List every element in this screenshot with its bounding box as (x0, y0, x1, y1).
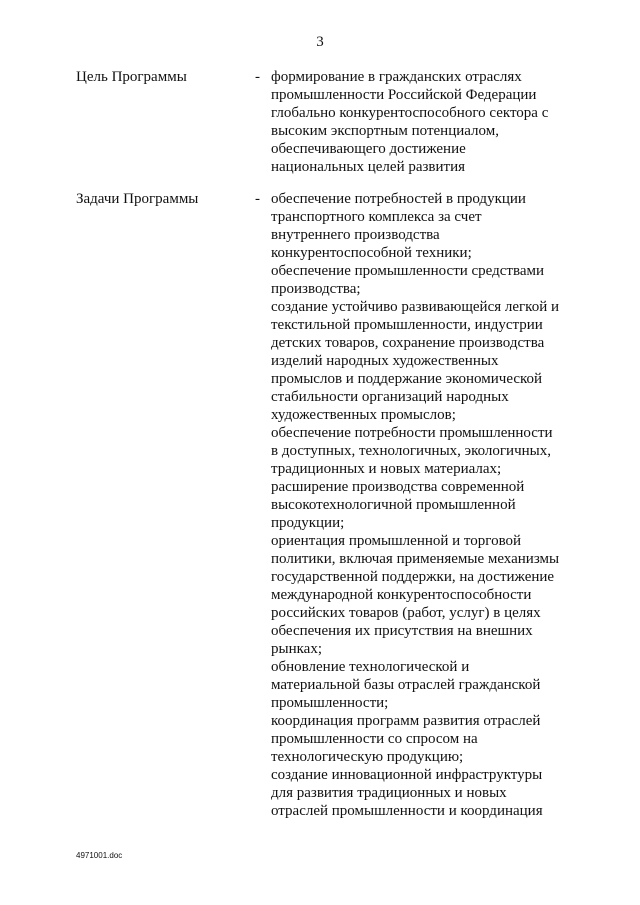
tasks-text (271, 190, 571, 820)
tasks-line: рынках; (271, 641, 322, 657)
tasks-line: отраслей промышленности и координация (271, 803, 543, 819)
tasks-line: расширение производства современной (271, 479, 525, 495)
tasks-line: транспортного комплекса за счет (271, 209, 482, 225)
tasks-line: российских товаров (работ, услуг) в целях (271, 605, 541, 621)
tasks-line: в доступных, технологичных, экологичных, (271, 443, 551, 459)
tasks-line: создание устойчиво развивающейся легкой и (271, 299, 560, 315)
tasks-line: художественных промыслов; (271, 407, 456, 423)
tasks-line: изделий народных художественных (271, 353, 499, 369)
tasks-line: обеспечение потребности промышленности (271, 425, 553, 441)
goal-line: высоким экспортным потенциалом, (271, 123, 499, 139)
tasks-dash: - (255, 191, 260, 207)
tasks-line: обеспечение потребностей в продукции (271, 191, 526, 207)
tasks-line: международной конкурентоспособности (271, 587, 532, 603)
tasks-line: обеспечения их присутствия на внешних (271, 623, 533, 639)
tasks-line: государственной поддержки, на достижение (271, 569, 555, 585)
tasks-line: для развития традиционных и новых (271, 785, 507, 801)
goal-line: промышленности Российской Федерации (271, 87, 537, 103)
tasks-line: обеспечение промышленности средствами (271, 263, 545, 279)
tasks-line: производства; (271, 281, 361, 297)
tasks-line: детских товаров, сохранение производства (271, 335, 545, 351)
tasks-line: политики, включая применяемые механизмы (271, 551, 560, 567)
tasks-line: внутреннего производства (271, 227, 440, 243)
tasks-line: обновление технологической и (271, 659, 470, 675)
goal-line: национальных целей развития (271, 159, 466, 175)
tasks-line: промыслов и поддержание экономической (271, 371, 543, 387)
page-number: 3 (316, 34, 324, 50)
tasks-line: промышленности; (271, 695, 389, 711)
tasks-line: стабильности организаций народных (271, 389, 509, 405)
goal-line: обеспечивающего достижение (271, 141, 466, 157)
goal-line: глобально конкурентоспособного сектора с (271, 105, 549, 121)
tasks-line: создание инновационной инфраструктуры (271, 767, 543, 783)
goal-text (271, 68, 571, 176)
tasks-line: координация программ развития отраслей (271, 713, 541, 729)
goal-line: формирование в гражданских отраслях (271, 69, 522, 85)
tasks-label: Задачи Программы (76, 191, 199, 207)
tasks-line: материальной базы отраслей гражданской (271, 677, 541, 693)
tasks-line: ориентация промышленной и торговой (271, 533, 522, 549)
tasks-line: технологическую продукцию; (271, 749, 464, 765)
tasks-line: текстильной промышленности, индустрии (271, 317, 543, 333)
tasks-line: промышленности со спросом на (271, 731, 478, 747)
tasks-line: традиционных и новых материалах; (271, 461, 502, 477)
tasks-line: продукции; (271, 515, 345, 531)
tasks-line: высокотехнологичной промышленной (271, 497, 516, 513)
tasks-line: конкурентоспособной техники; (271, 245, 472, 261)
goal-label: Цель Программы (76, 69, 187, 85)
goal-dash: - (255, 69, 260, 85)
footer-filename: 4971001.doc (76, 851, 123, 860)
